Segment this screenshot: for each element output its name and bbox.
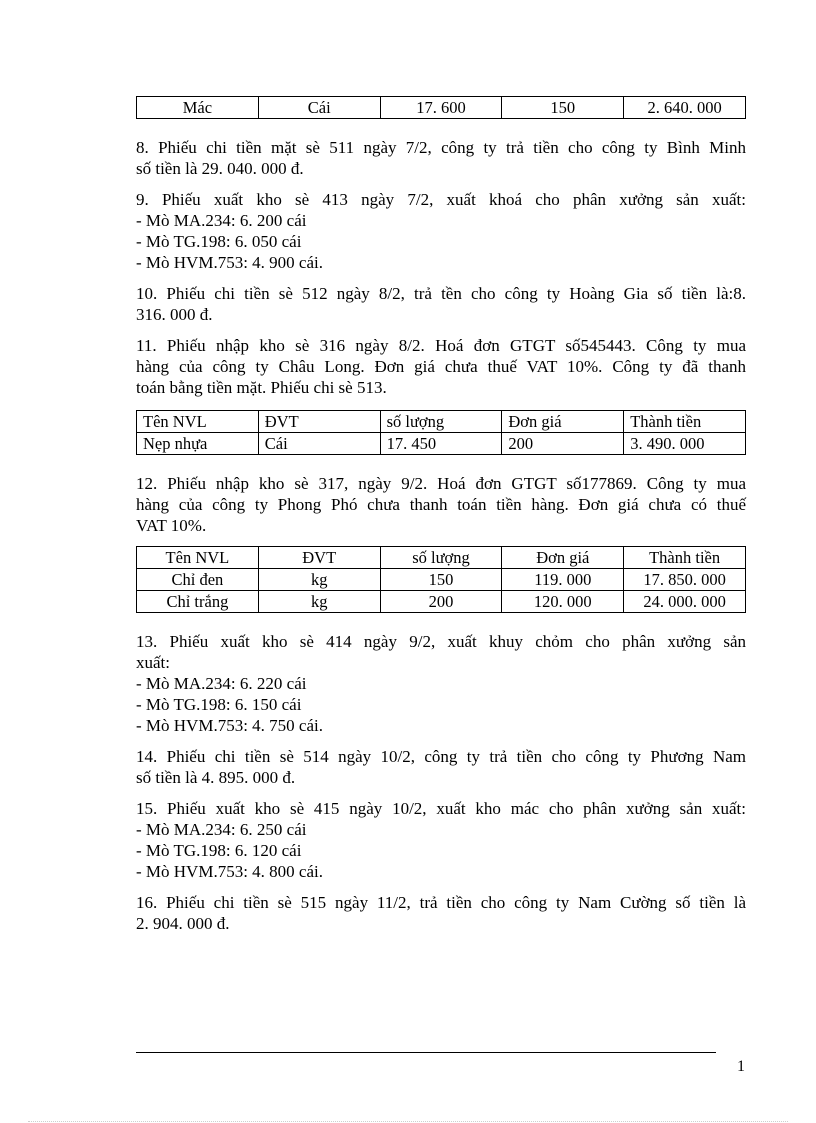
text-line: 13. Phiếu xuất kho sè 414 ngày 9/2, xuất khuy chỏm cho phân xưởng sản: [136, 632, 746, 651]
table-header-cell: Tên NVL: [137, 411, 259, 433]
table-cell: 150: [380, 569, 502, 591]
table-header-cell: số lượng: [380, 411, 502, 433]
table-row: [137, 569, 746, 591]
table-row: [137, 97, 746, 119]
text-line: 9. Phiếu xuất kho sè 413 ngày 7/2, xuất khoá cho phân xưởng sản xuất:: [136, 190, 746, 209]
item-16: [136, 892, 746, 934]
text-line: - Mò TG.198: 6. 050 cái: [136, 232, 302, 251]
item-13: [136, 631, 746, 736]
table-cell: Chỉ đen: [137, 569, 259, 591]
table-cell: 200: [502, 433, 624, 455]
table-cell: Chỉ trắng: [137, 591, 259, 613]
text-line: - Mò HVM.753: 4. 750 cái.: [136, 716, 323, 735]
item-15: [136, 798, 746, 882]
table-cell: kg: [258, 591, 380, 613]
text-line: 10. Phiếu chi tiền sè 512 ngày 8/2, trả tền cho công ty Hoàng Gia số tiền là:8.: [136, 284, 746, 303]
text-line: - Mò TG.198: 6. 120 cái: [136, 841, 302, 860]
table-cell: 3. 490. 000: [624, 433, 746, 455]
page-boundary: [28, 1121, 788, 1122]
document-body: [136, 96, 746, 934]
item-12: [136, 473, 746, 536]
table-header-row: [137, 547, 746, 569]
text-line: xuất:: [136, 653, 170, 672]
table-cell: 2. 640. 000: [624, 97, 746, 119]
text-line: - Mò TG.198: 6. 150 cái: [136, 695, 302, 714]
table-cell: kg: [258, 569, 380, 591]
table-header-cell: ĐVT: [258, 411, 380, 433]
text-line: 15. Phiếu xuất kho sè 415 ngày 10/2, xuất kho mác cho phân xưởng sản xuất:: [136, 799, 746, 818]
text-line: - Mò HVM.753: 4. 800 cái.: [136, 862, 323, 881]
table-12: [136, 546, 746, 613]
text-line: hàng của công ty Phong Phó chưa thanh toán tiền hàng. Đơn giá chưa có thuế: [136, 495, 746, 514]
table-header-cell: Đơn giá: [502, 411, 624, 433]
table-row: [137, 591, 746, 613]
item-14: [136, 746, 746, 788]
text-line: 8. Phiếu chi tiền mặt sè 511 ngày 7/2, công ty trả tiền cho công ty Bình Minh: [136, 138, 746, 157]
table-header-cell: số lượng: [380, 547, 502, 569]
table-cell: Nẹp nhựa: [137, 433, 259, 455]
table-11: [136, 410, 746, 455]
text-line: 14. Phiếu chi tiền sè 514 ngày 10/2, công ty trả tiền cho công ty Phương Nam: [136, 747, 746, 766]
page-number: 1: [737, 1058, 745, 1075]
table-row: [137, 433, 746, 455]
table-header-cell: ĐVT: [258, 547, 380, 569]
text-line: 316. 000 đ.: [136, 305, 213, 324]
item-8: [136, 137, 746, 179]
table-cell: 119. 000: [502, 569, 624, 591]
table-cell: 24. 000. 000: [624, 591, 746, 613]
table-header-cell: Đơn giá: [502, 547, 624, 569]
text-line: - Mò MA.234: 6. 250 cái: [136, 820, 307, 839]
text-line: số tiền là 29. 040. 000 đ.: [136, 159, 304, 178]
text-line: - Mò HVM.753: 4. 900 cái.: [136, 253, 323, 272]
text-line: 16. Phiếu chi tiền sè 515 ngày 11/2, trả tiền cho công ty Nam Cường số tiền là: [136, 893, 746, 912]
text-line: - Mò MA.234: 6. 200 cái: [136, 211, 307, 230]
table-header-cell: Thành tiền: [624, 411, 746, 433]
top-table: [136, 96, 746, 119]
table-cell: 17. 600: [380, 97, 502, 119]
text-line: toán bằng tiền mặt. Phiếu chi sè 513.: [136, 378, 387, 397]
table-header-cell: Thành tiền: [624, 547, 746, 569]
table-cell: 17. 850. 000: [624, 569, 746, 591]
item-11: [136, 335, 746, 398]
table-cell: Cái: [258, 97, 380, 119]
text-line: số tiền là 4. 895. 000 đ.: [136, 768, 296, 787]
item-10: [136, 283, 746, 325]
table-cell: 150: [502, 97, 624, 119]
text-line: - Mò MA.234: 6. 220 cái: [136, 674, 307, 693]
table-cell: 120. 000: [502, 591, 624, 613]
table-cell: Mác: [137, 97, 259, 119]
text-line: VAT 10%.: [136, 516, 207, 535]
text-line: 12. Phiếu nhập kho sè 317, ngày 9/2. Hoá đơn GTGT số177869. Công ty mua: [136, 474, 746, 493]
item-9: [136, 189, 746, 273]
table-cell: 17. 450: [380, 433, 502, 455]
footer-divider: [136, 1052, 716, 1053]
text-line: 2. 904. 000 đ.: [136, 914, 230, 933]
text-line: 11. Phiếu nhập kho sè 316 ngày 8/2. Hoá đơn GTGT số545443. Công ty mua: [136, 336, 746, 355]
table-cell: Cái: [258, 433, 380, 455]
table-header-row: [137, 411, 746, 433]
text-line: hàng của công ty Châu Long. Đơn giá chưa thuế VAT 10%. Công ty đã thanh: [136, 357, 746, 376]
table-header-cell: Tên NVL: [137, 547, 259, 569]
table-cell: 200: [380, 591, 502, 613]
